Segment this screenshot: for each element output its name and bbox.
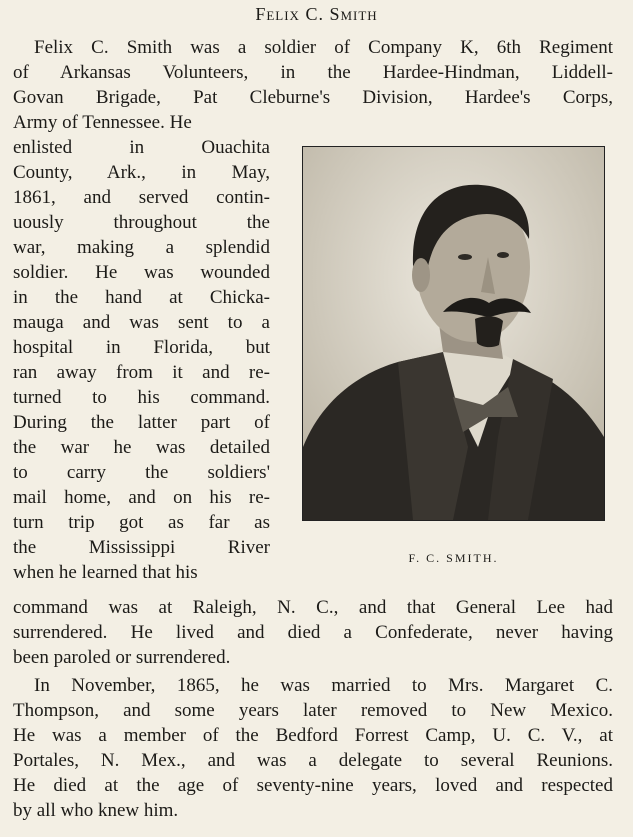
text-line: of Arkansas Volunteers, in the Hardee-Hindman, Liddell- bbox=[13, 62, 613, 83]
text-line: enlisted in Ouachita bbox=[13, 137, 270, 158]
text-line: the Mississippi River bbox=[13, 537, 270, 558]
text-line: the war he was detailed bbox=[13, 437, 270, 458]
text-line: Portales, N. Mex., and was a delegate to several Reunions. bbox=[13, 750, 613, 771]
text-line: command was at Raleigh, N. C., and that General Lee had bbox=[13, 597, 613, 618]
text-line: He died at the age of seventy-nine years, loved and respected bbox=[13, 775, 613, 796]
text-line: by all who knew him. bbox=[13, 800, 179, 821]
text-line: in the hand at Chicka- bbox=[13, 287, 270, 308]
text-line: In November, 1865, he was married to Mrs. Margaret C. bbox=[34, 675, 613, 696]
text-line: 1861, and served contin- bbox=[13, 187, 270, 208]
text-line: He was a member of the Bedford Forrest Camp, U. C. V., at bbox=[13, 725, 613, 746]
text-line: to carry the soldiers' bbox=[13, 462, 270, 483]
text-line: ran away from it and re- bbox=[13, 362, 270, 383]
text-line: when he learned that his bbox=[13, 562, 198, 583]
text-line: turned to his command. bbox=[13, 387, 270, 408]
text-line: mauga and was sent to a bbox=[13, 312, 270, 333]
text-line: turn trip got as far as bbox=[13, 512, 270, 533]
portrait-photo bbox=[302, 146, 605, 521]
text-line: Army of Tennessee. He bbox=[13, 112, 192, 133]
text-line: County, Ark., in May, bbox=[13, 162, 270, 183]
text-line: soldier. He was wounded bbox=[13, 262, 270, 283]
text-line: Thompson, and some years later removed to New Mexico. bbox=[13, 700, 613, 721]
text-line: war, making a splendid bbox=[13, 237, 270, 258]
article-title: Felix C. Smith bbox=[255, 4, 378, 24]
text-line: During the latter part of bbox=[13, 412, 270, 433]
text-line: been paroled or surrendered. bbox=[13, 647, 231, 668]
text-line: hospital in Florida, but bbox=[13, 337, 270, 358]
text-line: mail home, and on his re- bbox=[13, 487, 270, 508]
text-line: surrendered. He lived and died a Confederate, never having bbox=[13, 622, 613, 643]
photo-caption: F. C. SMITH. bbox=[408, 551, 499, 565]
text-line: uously throughout the bbox=[13, 212, 270, 233]
text-line: Felix C. Smith was a soldier of Company K, 6th Regiment bbox=[34, 37, 613, 58]
text-line: Govan Brigade, Pat Cleburne's Division, Hardee's Corps, bbox=[13, 87, 613, 108]
